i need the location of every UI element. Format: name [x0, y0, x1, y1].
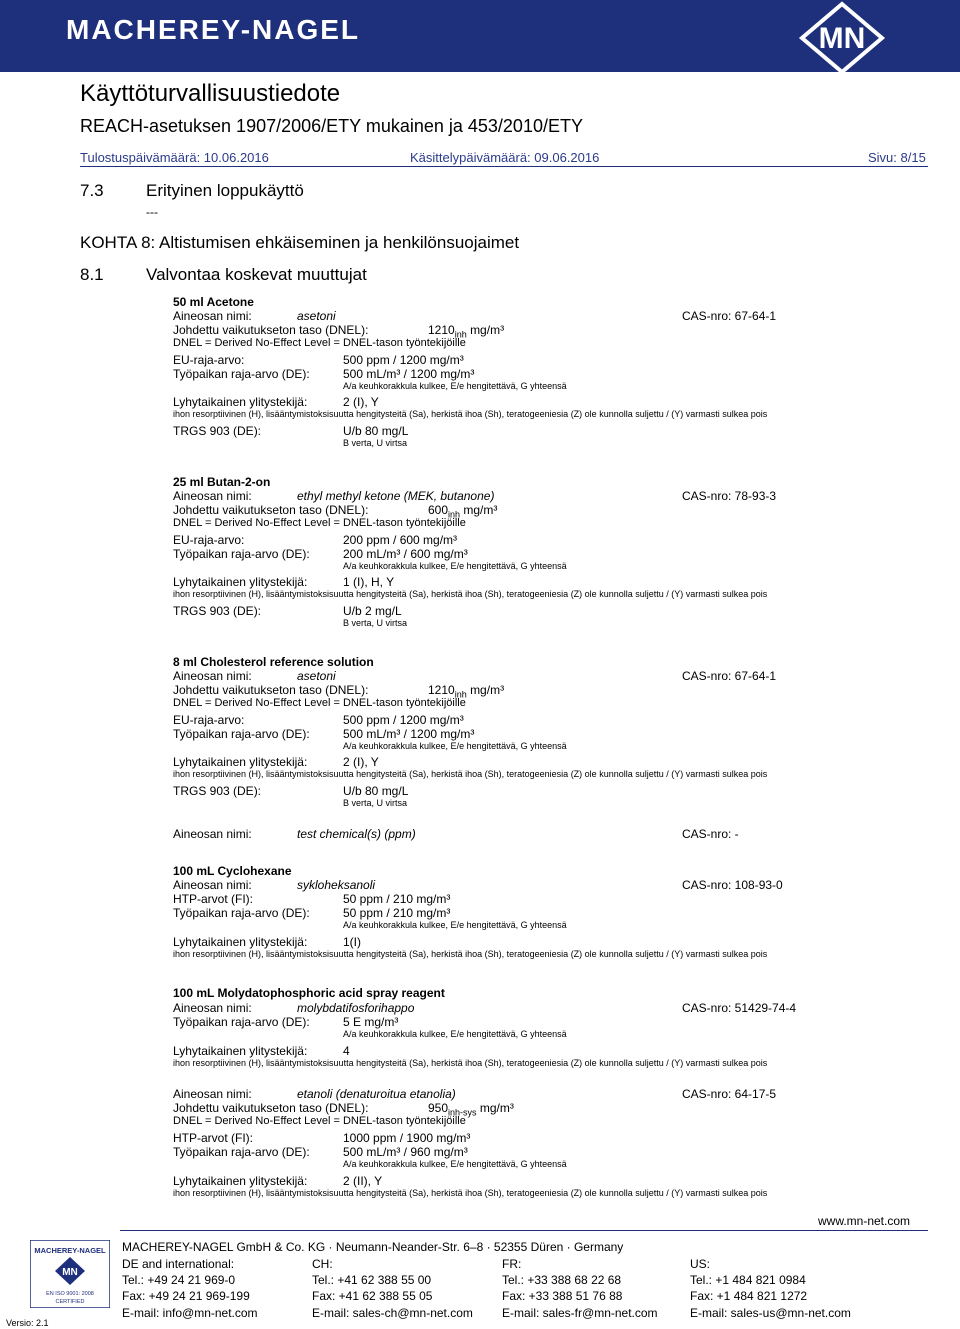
document-title: Käyttöturvallisuustiedote	[80, 80, 341, 107]
footer-company: MACHEREY-NAGEL GmbH & Co. KG · Neumann-Neander-Str. 6–8 · 52355 Düren · Germany	[122, 1240, 624, 1254]
footer-col-de-heading: DE and international:	[122, 1257, 235, 1271]
b3-lyhyt-label: Lyhytaikainen ylitystekijä:	[173, 755, 308, 769]
b2-tyo-value: 200 mL/m³ / 600 mg/m³	[343, 547, 468, 561]
footer-col-fr-tel: Tel.: +33 388 68 22 68	[502, 1273, 622, 1287]
footer-col-ch-heading: CH:	[312, 1257, 333, 1271]
footer-col-fr-fax: Fax: +33 388 51 76 88	[502, 1289, 623, 1303]
b6-aineosan-label: Aineosan nimi:	[173, 1001, 252, 1015]
brand-name: MACHEREY-NAGEL	[66, 14, 361, 45]
b3-aa-note: A/a keuhkorakkula kulkee, E/e hengitettävä, G yhteensä	[343, 741, 567, 751]
document-subtitle: REACH-asetuksen 1907/2006/ETY mukainen ja 453/2010/ETY	[80, 116, 583, 136]
b6-lyhyt-value: 4	[343, 1044, 350, 1058]
b7-htp-value: 1000 ppm / 1900 mg/m³	[343, 1131, 471, 1145]
b7-dnel-value: $950_{inh-sys}$ mg/m³	[428, 1101, 514, 1118]
footer-col-us-tel: Tel.: +1 484 821 0984	[690, 1273, 806, 1287]
b1-dnel-label: Johdettu vaikutukseton taso (DNEL):	[173, 323, 369, 337]
b3-dnel-label: Johdettu vaikutukseton taso (DNEL):	[173, 683, 369, 697]
b1-ihon-note: ihon resorptiivinen (H), lisääntymistoksisuutta hengitysteitä (Sa), herkistä ihoa (Sh), teratogeeniesia (Z) ole kunnolla suljettu / (Y) varmasti sulkea pois	[173, 409, 768, 419]
b3-tyo-value: 500 mL/m³ / 1200 mg/m³	[343, 727, 475, 741]
b3-dnel-value: $1210_{inh}$ mg/m³	[428, 683, 505, 700]
b5-name: sykloheksanoli	[297, 878, 376, 892]
footer-col-ch-tel: Tel.: +41 62 388 55 00	[312, 1273, 432, 1287]
b1-bu-note: B verta, U virtsa	[343, 438, 408, 448]
b3-lyhyt-value: 2 (I), Y	[343, 755, 379, 769]
b7-name: etanoli (denaturoitua etanolia)	[297, 1087, 456, 1101]
b7-lyhyt-value: 2 (II), Y	[343, 1174, 383, 1188]
footer-logo-mn: MN	[62, 1267, 78, 1278]
b1-lyhyt-label: Lyhytaikainen ylitystekijä:	[173, 395, 308, 409]
b7-lyhyt-label: Lyhytaikainen ylitystekijä:	[173, 1174, 308, 1188]
b2-aa-note: A/a keuhkorakkula kulkee, E/e hengitettävä, G yhteensä	[343, 561, 567, 571]
b2-aineosan-label: Aineosan nimi:	[173, 489, 252, 503]
footer-logo-brand: MACHEREY-NAGEL	[34, 1246, 106, 1255]
b1-tyo-label: Työpaikan raja-arvo (DE):	[173, 367, 310, 381]
b2-eu-value: 200 ppm / 600 mg/m³	[343, 533, 458, 547]
b1-lyhyt-value: 2 (I), Y	[343, 395, 379, 409]
b7-tyo-label: Työpaikan raja-arvo (DE):	[173, 1145, 310, 1159]
b6-ihon-note: ihon resorptiivinen (H), lisääntymistoksisuutta hengitysteitä (Sa), herkistä ihoa (Sh), teratogeeniesia (Z) ole kunnolla suljettu / (Y) varmasti sulkea pois	[173, 1058, 768, 1068]
b5-lyhyt-value: 1(I)	[343, 935, 361, 949]
b5-htp-value: 50 ppm / 210 mg/m³	[343, 892, 451, 906]
footer-col-ch-email[interactable]: E-mail: sales-ch@mn-net.com	[312, 1306, 473, 1320]
b3-heading: 8 ml Cholesterol reference solution	[173, 655, 374, 669]
b5-aineosan-label: Aineosan nimi:	[173, 878, 252, 892]
b7-cas: CAS-nro: 64-17-5	[682, 1087, 777, 1101]
b5-cas: CAS-nro: 108-93-0	[682, 878, 783, 892]
b1-eu-label: EU-raja-arvo:	[173, 353, 245, 367]
b3-trgs-label: TRGS 903 (DE):	[173, 784, 262, 798]
section-7-3-title: Erityinen loppukäyttö	[146, 181, 304, 200]
b2-ihon-note: ihon resorptiivinen (H), lisääntymistoksisuutta hengitysteitä (Sa), herkistä ihoa (Sh), teratogeeniesia (Z) ole kunnolla suljettu / (Y) varmasti sulkea pois	[173, 589, 768, 599]
b1-tyo-value: 500 mL/m³ / 1200 mg/m³	[343, 367, 475, 381]
b1-dnel-note: DNEL = Derived No-Effect Level = DNEL-tason työntekijöille	[173, 337, 466, 349]
b3-eu-label: EU-raja-arvo:	[173, 713, 245, 727]
b7-dnel-note: DNEL = Derived No-Effect Level = DNEL-tason työntekijöille	[173, 1115, 466, 1127]
b5-ihon-note: ihon resorptiivinen (H), lisääntymistoksisuutta hengitysteitä (Sa), herkistä ihoa (Sh), teratogeeniesia (Z) ole kunnolla suljettu / (Y) varmasti sulkea pois	[173, 949, 768, 959]
footer-col-us-fax: Fax: +1 484 821 1272	[690, 1289, 808, 1303]
section-7-3-number: 7.3	[80, 181, 104, 200]
b6-tyo-value: 5 E mg/m³	[343, 1015, 399, 1029]
footer-col-de-tel: Tel.: +49 24 21 969-0	[122, 1273, 236, 1287]
section-8-1-number: 8.1	[80, 265, 104, 284]
b2-dnel-label: Johdettu vaikutukseton taso (DNEL):	[173, 503, 369, 517]
b7-dnel-label: Johdettu vaikutukseton taso (DNEL):	[173, 1101, 369, 1115]
b1-aineosan-label: Aineosan nimi:	[173, 309, 252, 323]
b3-tyo-label: Työpaikan raja-arvo (DE):	[173, 727, 310, 741]
b5-aa-note: A/a keuhkorakkula kulkee, E/e hengitettävä, G yhteensä	[343, 920, 567, 930]
b1-heading: 50 ml Acetone	[173, 295, 254, 309]
b3-dnel-note: DNEL = Derived No-Effect Level = DNEL-tason työntekijöille	[173, 697, 466, 709]
b2-lyhyt-label: Lyhytaikainen ylitystekijä:	[173, 575, 308, 589]
b6-name: molybdatifosforihappo	[297, 1001, 415, 1015]
processing-date: Käsittelypäivämäärä: 09.06.2016	[410, 150, 600, 165]
footer-iso-line2: CERTIFIED	[55, 1299, 85, 1305]
footer-col-us-heading: US:	[690, 1257, 711, 1271]
b7-tyo-value: 500 mL/m³ / 960 mg/m³	[343, 1145, 468, 1159]
section-8-1-title: Valvontaa koskevat muuttujat	[146, 265, 367, 284]
b1-dnel-value: $1210_{inh}$ mg/m³	[428, 323, 505, 340]
b1-trgs-value: U/b 80 mg/L	[343, 424, 409, 438]
footer-col-us-email[interactable]: E-mail: sales-us@mn-net.com	[690, 1306, 851, 1320]
b4-cas: CAS-nro: -	[682, 827, 739, 841]
section-7-3-body: ---	[146, 205, 158, 219]
b6-aa-note: A/a keuhkorakkula kulkee, E/e hengitettävä, G yhteensä	[343, 1029, 567, 1039]
b7-htp-label: HTP-arvot (FI):	[173, 1131, 253, 1145]
footer-col-fr-email[interactable]: E-mail: sales-fr@mn-net.com	[502, 1306, 658, 1320]
footer-col-fr-heading: FR:	[502, 1257, 522, 1271]
print-date: Tulostuspäivämäärä: 10.06.2016	[80, 150, 269, 165]
b2-dnel-value: $600_{inh}$ mg/m³	[428, 503, 498, 520]
b7-aa-note: A/a keuhkorakkula kulkee, E/e hengitettävä, G yhteensä	[343, 1159, 567, 1169]
b3-eu-value: 500 ppm / 1200 mg/m³	[343, 713, 464, 727]
b1-trgs-label: TRGS 903 (DE):	[173, 424, 262, 438]
b3-name: asetoni	[297, 669, 336, 683]
logo-text: MN	[818, 22, 866, 55]
b6-heading: 100 mL Molydatophosphoric acid spray reagent	[173, 986, 445, 1000]
b3-aineosan-label: Aineosan nimi:	[173, 669, 252, 683]
footer-website[interactable]: www.mn-net.com	[818, 1214, 911, 1228]
b6-cas: CAS-nro: 51429-74-4	[682, 1001, 797, 1015]
b2-eu-label: EU-raja-arvo:	[173, 533, 245, 547]
b2-tyo-label: Työpaikan raja-arvo (DE):	[173, 547, 310, 561]
b1-name: asetoni	[297, 309, 336, 323]
b5-heading: 100 mL Cyclohexane	[173, 864, 292, 878]
b1-cas: CAS-nro: 67-64-1	[682, 309, 777, 323]
footer-col-de-email[interactable]: E-mail: info@mn-net.com	[122, 1306, 258, 1320]
footer-rule	[120, 1230, 928, 1231]
b3-trgs-value: U/b 80 mg/L	[343, 784, 409, 798]
footer-col-ch-fax: Fax: +41 62 388 55 05	[312, 1289, 433, 1303]
b2-trgs-label: TRGS 903 (DE):	[173, 604, 262, 618]
b7-ihon-note: ihon resorptiivinen (H), lisääntymistoksisuutta hengitysteitä (Sa), herkistä ihoa (Sh), teratogeeniesia (Z) ole kunnolla suljettu / (Y) varmasti sulkea pois	[173, 1188, 768, 1198]
b3-cas: CAS-nro: 67-64-1	[682, 669, 777, 683]
b3-ihon-note: ihon resorptiivinen (H), lisääntymistoksisuutta hengitysteitä (Sa), herkistä ihoa (Sh), teratogeeniesia (Z) ole kunnolla suljettu / (Y) varmasti sulkea pois	[173, 769, 768, 779]
b2-bu-note: B verta, U virtsa	[343, 618, 408, 628]
b2-cas: CAS-nro: 78-93-3	[682, 489, 777, 503]
b5-lyhyt-label: Lyhytaikainen ylitystekijä:	[173, 935, 308, 949]
b2-dnel-note: DNEL = Derived No-Effect Level = DNEL-tason työntekijöille	[173, 517, 466, 529]
page-number: Sivu: 8/15	[868, 150, 926, 165]
footer-col-de-fax: Fax: +49 24 21 969-199	[122, 1289, 250, 1303]
header-rule	[80, 166, 928, 167]
b1-eu-value: 500 ppm / 1200 mg/m³	[343, 353, 464, 367]
b6-tyo-label: Työpaikan raja-arvo (DE):	[173, 1015, 310, 1029]
footer-iso-line1: EN ISO 9001: 2008	[46, 1291, 94, 1297]
b2-heading: 25 ml Butan-2-on	[173, 475, 271, 489]
b5-htp-label: HTP-arvot (FI):	[173, 892, 253, 906]
b2-trgs-value: U/b 2 mg/L	[343, 604, 402, 618]
footer-logo	[30, 1240, 110, 1308]
b7-aineosan-label: Aineosan nimi:	[173, 1087, 252, 1101]
b3-bu-note: B verta, U virtsa	[343, 798, 408, 808]
version: Versio: 2.1	[6, 1318, 49, 1328]
mn-logo	[782, 0, 960, 72]
b2-lyhyt-value: 1 (I), H, Y	[343, 575, 395, 589]
b6-lyhyt-label: Lyhytaikainen ylitystekijä:	[173, 1044, 308, 1058]
b4-name: test chemical(s) (ppm)	[297, 827, 416, 841]
b5-tyo-label: Työpaikan raja-arvo (DE):	[173, 906, 310, 920]
b2-name: ethyl methyl ketone (MEK, butanone)	[297, 489, 495, 503]
b4-aineosan-label: Aineosan nimi:	[173, 827, 252, 841]
b5-tyo-value: 50 ppm / 210 mg/m³	[343, 906, 451, 920]
b1-aa-note: A/a keuhkorakkula kulkee, E/e hengitettävä, G yhteensä	[343, 381, 567, 391]
section-8-title: KOHTA 8: Altistumisen ehkäiseminen ja henkilönsuojaimet	[80, 233, 520, 252]
